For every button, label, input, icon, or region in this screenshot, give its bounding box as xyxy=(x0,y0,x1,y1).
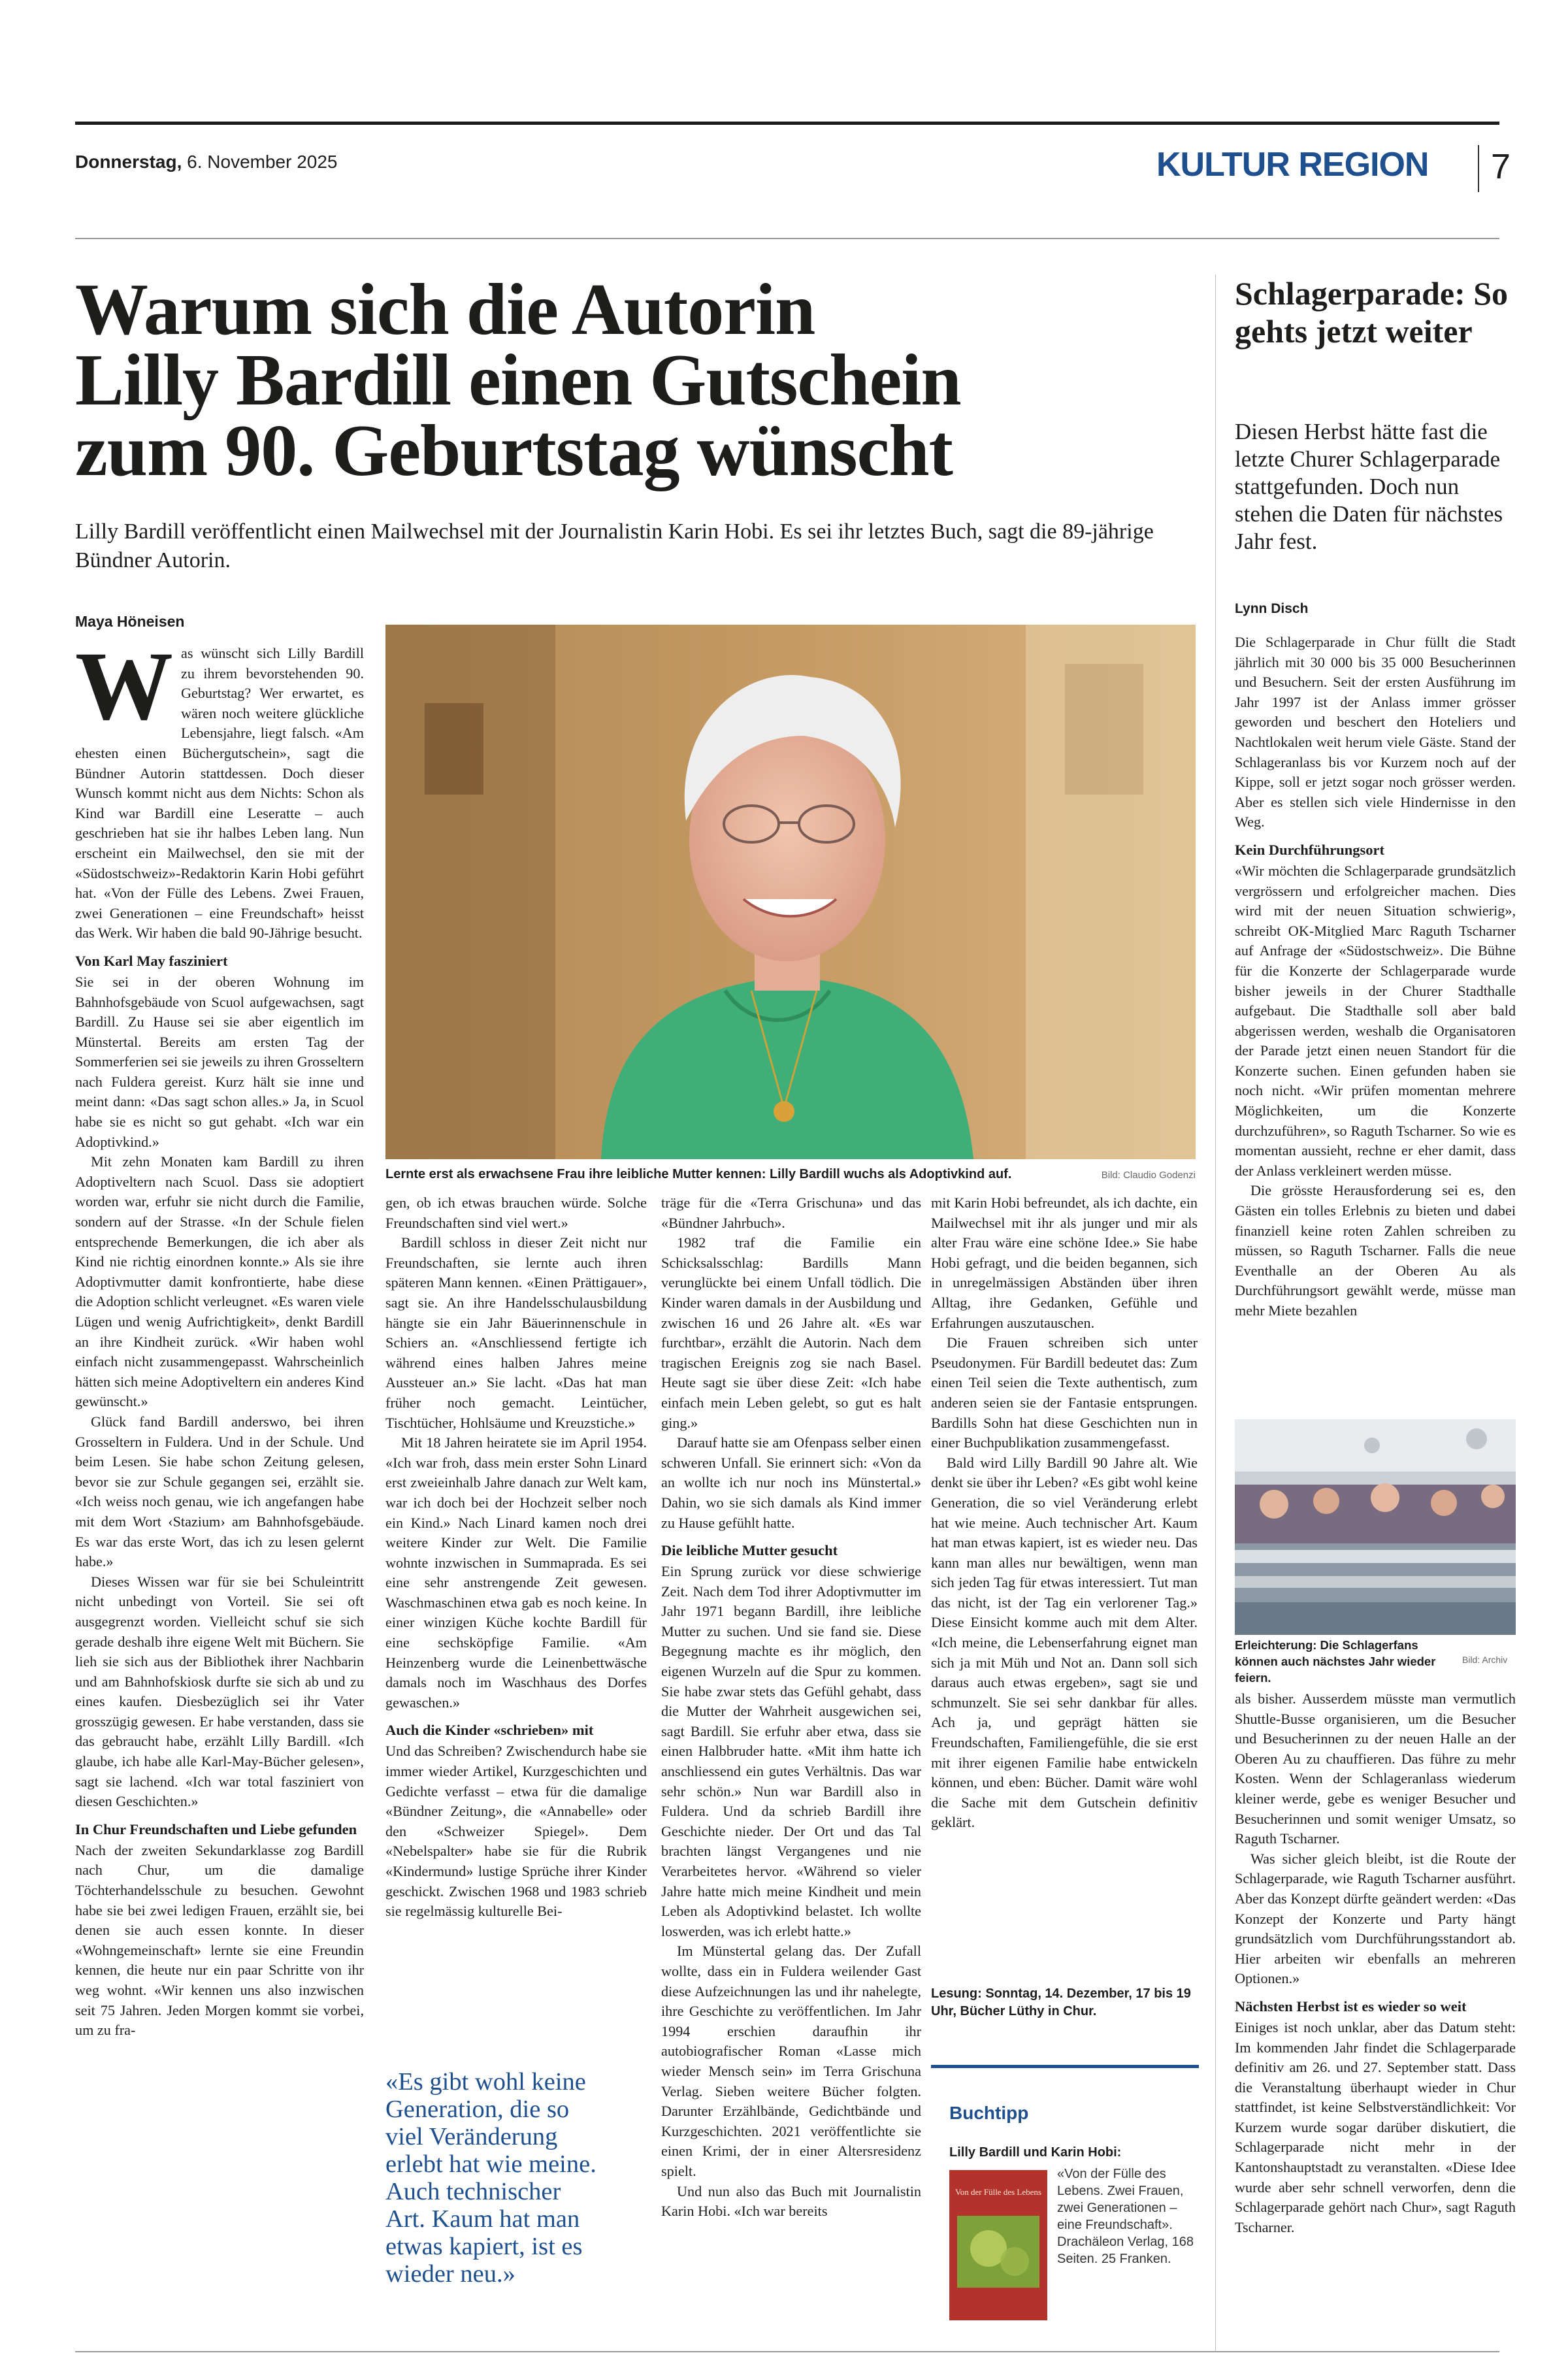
paragraph: Mit zehn Monaten kam Bardill zu ihren Adoptiveltern nach Scuol. Dass sie adoptiert worden war, erfuhr sie nicht durch die Familie, sondern auf der Strasse. «In der Schule fielen entsprechende Bemerkungen, die ich aber als Kind nie richtig einordnen konnte.» Als sie ihre Adoptivmutter damit konfrontierte, habe diese die Adoption schlicht verleugnet. «Es waren viele Lügen und wenig Aufrichtigkeit», denkt Bardill an ihre Kindheit zurück. «Wir haben wohl einfach nicht zusammengepasst. Wahrscheinlich hätten sich meine Adoptiveltern ein anderes Kind gewünscht.» xyxy=(75,1153,364,1410)
schlagerparade-photo xyxy=(1235,1419,1516,1635)
header-divider xyxy=(1478,145,1479,192)
paragraph: Glück fand Bardill anderswo, bei ihren Grosseltern in Fuldera. Und in der Schule. Und beim Lesen. Sie habe schon Zeitung gelesen, bevor sie zur Schule gegangen sei, erzählt sie. «Ich weiss noch genau, wie ich angefangen habe mit dem Wort ‹Stazium› am Bahnhofsgebäude. Es war das erste Wort, das ich zu lesen gelernt habe.» xyxy=(75,1413,364,1570)
sidebar-byline: Lynn Disch xyxy=(1235,601,1309,616)
paragraph: Nach der zweiten Sekundarklasse zog Bardill nach Chur, um die damalige Töchterhandelsschule zu besuchen. Gewohnt habe sie bei zwei ledigen Frauen, erzählt sie, bei denen sie auch essen konnte. In dieser «Wohngemeinschaft» lernte sie eine Freundin kennen, die heute nur ein paar Schritte von ihr weg wohnt. «Wir kennen uns also inzwischen seit 75 Jahren. Jeden Morgen kommt sie vorbei, um zu fra- xyxy=(75,1841,364,2039)
paragraph: Darauf hatte sie am Ofenpass selber einen schweren Unfall. Sie erinnert sich: «Von da an wollte ich nur noch ins Münstertal.» Dahin, wo sie sich damals als Kind immer zu Hause gefühlt hatte. xyxy=(661,1434,921,1531)
book-authors: Lilly Bardill und Karin Hobi: xyxy=(949,2145,1122,2160)
sidebar-headline: Schlagerparade: So gehts jetzt weiter xyxy=(1235,275,1509,350)
booktip-label: Buchtipp xyxy=(949,2103,1029,2123)
sidebar-photo-credit: Bild: Archiv xyxy=(1462,1654,1508,1665)
subhead-mutter: Die leibliche Mutter gesucht xyxy=(661,1542,838,1559)
sidebar-divider xyxy=(1215,274,1216,2352)
paragraph-text: as wünscht sich Lilly Bardill zu ihrem bevorstehenden 90. Geburtstag? Wer erwartet, es wären noch weitere glückliche Lebensjahre, liegt falsch. «Am ehesten einen Büchergutschein», sagt die Bündner Autorin stattdessen. Doch dieser Wunsch kommt nicht aus dem Nichts: Schon als Kind war Bardill eine Leseratte – auch geschrieben hat sie ihr halbes Leben lang. Nun erscheint ein Mailwechsel, den sie mit der «Südostschweiz»-Redaktorin Karin Hobi geführt hat. «Von der Fülle des Lebens. Zwei Frauen, zwei Generationen – eine Freundschaft» heisst das Werk. Wir haben die bald 90-Jährige besucht. xyxy=(75,645,364,942)
schlagerparade-image xyxy=(1235,1419,1516,1635)
article-intro-paragraph xyxy=(75,632,364,944)
sidebar-photo-caption: Erleichterung: Die Schlagerfans können auch nächstes Jahr wieder feiern. xyxy=(1235,1638,1436,1685)
section-title: KULTUR REGION xyxy=(1156,146,1429,184)
paragraph: Dieses Wissen war für sie bei Schuleintritt nicht unbedingt von Vorteil. Sie sei oft ausgegrenzt worden. Vielleicht schuf sie sich gerade deshalb ihre eigene Welt mit Büchern. Sie lieh sie sich aus der Bibliothek ihrer Nachbarin und am Bahnhofskiosk durfte sie sich ab und zu eines kaufen. Diesbezüglich sei ihr Vater grosszügig gewesen. Er habe verstanden, dass sie das gebraucht habe, erzählt Lilly Bardill. «Ich glaube, ich habe alle Karl-May-Bücher gelesen», sagt sie lachend. «Ich war total fasziniert von diesen Geschichten.» xyxy=(75,1573,364,1810)
portrait-image xyxy=(385,625,1196,1159)
subhead-kinder: Auch die Kinder «schrieben» mit xyxy=(385,1722,594,1739)
paragraph: Die Schlagerparade in Chur füllt die Stadt jährlich mit 30 000 bis 35 000 Besucherinnen und Besuchern. Seit der ersten Ausführung im Jahr 1997 ist der Anlass immer grösser geworden und beschert den Hoteliers und Nachtlokalen weit herum viele Gäste. Stand der Schlageranlass bis vor Kurzem noch auf der Kippe, soll er jetzt sogar noch grösser werden. Aber es stellen sich viele Hindernisse in den Weg. xyxy=(1235,634,1516,831)
paragraph: Die grösste Herausforderung sei es, den Gästen ein tolles Erlebnis zu bieten und dabei finanziell keine roten Zahlen schreiben zu müssen, so Raguth Tscharner. Falls die neue Eventhalle an der Oberen Au als Durchführungsort gewählt werde, müsse man mehr Miete bezahlen xyxy=(1235,1182,1516,1319)
article-column-4 xyxy=(931,1193,1198,1833)
sidebar-lead: Diesen Herbst hätte fast die letzte Churer Schlagerparade stattgefunden. Doch nun stehen die Daten für nächstes Jahr fest. xyxy=(1235,419,1503,554)
top-rule xyxy=(75,122,1499,125)
booktip-rule xyxy=(931,2065,1199,2068)
paragraph: Und nun also das Buch mit Journalistin Karin Hobi. «Ich war bereits xyxy=(661,2182,921,2220)
paragraph: mit Karin Hobi befreundet, als ich dachte, ein Mailwechsel mit ihr als junger und mir als alter Frau wäre eine schöne Idee.» Sie habe Hobi gefragt, und die beiden begannen, sich in unregelmässigen Abständen über ihren Alltag, ihre Gedanken, Gefühle und Erfahrungen auszutauschen. xyxy=(931,1194,1198,1331)
paragraph: träge für die «Terra Grischuna» und das «Bündner Jahrbuch». xyxy=(661,1194,921,1231)
sidebar-column-2 xyxy=(1235,1689,1516,2237)
article-headline xyxy=(75,269,1186,491)
issue-weekday: Donnerstag, xyxy=(75,152,182,172)
article-byline: Maya Höneisen xyxy=(75,613,185,630)
paragraph: Ein Sprung zurück vor diese schwierige Zeit. Nach dem Tod ihrer Adoptivmutter im Jahr 1971 begann Bardill, ihre leibliche Mutter zu suchen. Und sie fand sie. Diese Begegnung machte es ihr möglich, den eigenen Wurzeln auf die Spur zu kommen. Sie habe zwar stets das Gefühl gehabt, dass die Mutter der Wahrheit ausgewichen sei, sagt Bardill. Sie erfuhr aber etwa, dass sie einen Halbbruder hatte. «Mit ihm hatte ich anschliessend ein gutes Verhältnis. Das war sehr schön.» Nun war Bardill also in Fuldera. Und da schrieb Bardill ihre Geschichte nieder. Der Ort und das Tal brachten längst Vergangenes und nie Verarbeitetes hervor. «Während so vieler Jahre hatte mich meine Kindheit und mein Leben als Adoptivkind belastet. Ich wollte loswerden, was ich erlebt hatte.» xyxy=(661,1563,921,1939)
subhead-naechster-herbst: Nächsten Herbst ist es wieder so weit xyxy=(1235,1998,1467,2015)
paragraph: Bald wird Lilly Bardill 90 Jahre alt. Wie denkt sie über ihr Leben? «Es gibt wohl keine Generation, die so viel Veränderung erlebt hat wie meine. Auch technischer Art. Kaum hat man etwas kapiert, ist es wieder neu. Das kann man alles nur bewältigen, wenn man sich jeden Tag für etwas interessiert. Tut man das nicht, ist der Tag ein verlorener Tag.» Diese Einsicht komme auch mit dem Alter. «Ich meine, die Lebenserfahrung eignet man sich ja mit Müh und Not an. Dann soll sich daraus auch etwas ergeben», sagt sie und schmunzelt. Sie sei sehr dankbar für alles. Ach ja, und geprägt hätten sie Freundschaften, Familiengefühle, die sie erst mit ihrer eigenen Familie habe entwickeln können, und eben: Bücher. Damit wäre wohl die Sache mit dem Gutschein definitiv geklärt. xyxy=(931,1454,1198,1831)
book-cover xyxy=(949,2170,1047,2320)
portrait-photo xyxy=(385,625,1196,1159)
paragraph: Die Frauen schreiben sich unter Pseudonymen. Für Bardill bedeutet das: Zum einen Teil seien die Texte authentisch, zum anderen seien sie der Fantasie entsprungen. Bardills Sohn hat diese Geschichten nun in einer Buchpublikation zusammengefasst. xyxy=(931,1334,1198,1451)
book-cover-image xyxy=(949,2170,1047,2320)
article-column-2 xyxy=(385,1193,647,1922)
photo-caption: Lernte erst als erwachsene Frau ihre leibliche Mutter kennen: Lilly Bardill wuchs als Adoptivkind auf. xyxy=(385,1167,1012,1181)
header-bottom-rule xyxy=(75,238,1499,239)
headline-line-1: Warum sich die Autorin xyxy=(75,269,815,350)
issue-date xyxy=(75,152,338,173)
headline-line-3: zum 90. Geburtstag wünscht xyxy=(75,410,953,491)
book-description: «Von der Fülle des Lebens. Zwei Frauen, zwei Generationen – eine Freundschaft». Drachäleon Verlag, 168 Seiten. 25 Franken. xyxy=(1057,2167,1194,2266)
sidebar-column-1 xyxy=(1235,633,1516,1321)
book-cover-title: Von der Fülle des Lebens xyxy=(955,2187,1041,2197)
subhead-chur: In Chur Freundschaften und Liebe gefunden xyxy=(75,1820,357,1837)
paragraph: Bardill schloss in dieser Zeit nicht nur Freundschaften, sie lernte auch ihren späteren Mann kennen. «Einen Prättigauer», sagt sie. An ihre Handelsschulausbildung hängte sie ein Jahr Bäuerinnenschule in Schiers an. «Anschliessend fertigte ich während eines halben Jahres meine Aussteuer an.» Sie lacht. «Das hat man früher noch gemacht. Leintücher, Tischtücher, Hohlsäume und Kreuzstiche.» xyxy=(385,1234,647,1431)
article-column-1 xyxy=(75,632,364,2041)
bottom-rule xyxy=(75,2351,1499,2352)
paragraph: Und das Schreiben? Zwischendurch habe sie immer wieder Artikel, Kurzgeschichten und Gedichte verfasst – etwa für die damalige «Bündner Zeitung», die «Annabelle» oder den «Schweizer Spiegel». Dem «Nebelspalter» habe sie für die Rubrik «Kindermund» lustige Sprüche ihrer Kinder geschickt. Zwischen 1968 und 1983 schrieb sie regelmässig kulturelle Bei- xyxy=(385,1743,647,1920)
paragraph: Mit 18 Jahren heiratete sie im April 1954. «Ich war froh, dass mein erster Sohn Linard erst zweieinhalb Jahre danach zur Welt kam, war ich doch bei der Hochzeit selber noch ein Kind.» Nach Linard kamen noch drei weitere Kinder zur Welt. Die Familie wohnte inzwischen in Summaprada. Es sei eine sehr anstrengende Zeit gewesen. Waschmaschinen etwa gab es noch keine. In einer winzigen Küche kochte Bardill für eine sechsköpfige Familie. «Am Heinzenberg wurde die Leinenbettwäsche damals noch im Waschhaus des Dorfes gewaschen.» xyxy=(385,1434,647,1711)
subhead-karl-may: Von Karl May fasziniert xyxy=(75,952,228,969)
paragraph: Im Münstertal gelang das. Der Zufall wollte, dass ein in Fuldera weilender Gast diese Aufzeichnungen las und ihr nahelegte, ihre Geschichte zu veröffentlichen. Im Jahr 1994 erschien daraufhin ihr autobiografischer Roman «Lasse mich wieder Mensch sein» im Terra Grischuna Verlag. Sieben weitere Bücher folgten. Darunter Erzählbände, Gedichtbände und Kurzgeschichten. 2021 veröffentlichte sie einen Krimi, der in einer Altersresidenz spielt. xyxy=(661,1943,921,2179)
paragraph: «Wir möchten die Schlagerparade grundsätzlich vergrössern und erfolgreicher machen. Dies wird mit der neuen Situation schwierig», schreibt OK-Mitglied Marc Raguth Tscharner auf Anfrage der «Südostschweiz». Die Bühne für die Konzerte der Schlagerparade wurde bisher jeweils in der Churer Stadthalle aufgebaut. Die Stadthalle soll aber bald abgerissen werden, weshalb die Organisatoren der Parade jetzt einen neuen Standort für die Konzerte suchen. Einen gefunden haben sie noch nicht. «Wir prüfen momentan mehrere Möglichkeiten, um die Konzerte durchzuführen», so Raguth Tscharner. So wie es momentan aussieht, rechne er eher damit, dass der Anlass verkleinert werden müsse. xyxy=(1235,862,1516,1179)
paragraph: Was sicher gleich bleibt, ist die Route der Schlagerparade, wie Raguth Tscharner ausführt. Aber das Konzept dürfte geändert werden: «Das Konzept der Konzerte und Party hängt grundsätzlich vom Durchführungsstandort ab. Hier arbeiten wir ebenfalls an mehreren Optionen.» xyxy=(1235,1850,1516,1987)
photo-credit: Bild: Claudio Godenzi xyxy=(1101,1170,1196,1181)
paragraph: 1982 traf die Familie ein Schicksalsschlag: Bardills Mann verunglückte bei einem Unfall tödlich. Die Kinder waren damals in der Ausbildung und zwischen 16 und 26 Jahre alt. «Es war furchtbar», erzählt die Autorin. Nach dem tragischen Ereignis zog sie nach Basel. Heute sagt sie über diese Zeit: «Ich habe einfach mein Leben gelebt, so gut es halt ging.» xyxy=(661,1234,921,1431)
paragraph: als bisher. Ausserdem müsste man vermutlich Shuttle-Busse organisieren, um die Besucher und Besucherinnen zu der neuen Halle an der Oberen Au zu chauffieren. Das führe zu mehr Kosten. Wenn der Schlageranlass wiederum kleiner werde, gebe es weniger Besucher und Besucherinnen und somit weniger Umsatz, so Raguth Tscharner. xyxy=(1235,1690,1516,1847)
paragraph: Sie sei in der oberen Wohnung im Bahnhofsgebäude von Scuol aufgewachsen, sagt Bardill. Zu Hause sei sie aber eigentlich im Münstertal. Bereits am ersten Tag der Sommerferien sei sie jeweils zu ihren Grosseltern nach Fuldera gereist. Kurz hält sie inne und meint dann: «Das sagt schon alles.» Ja, in Scuol habe sie es nicht so gut gehabt. «Ich war ein Adoptivkind.» xyxy=(75,973,364,1150)
article-column-3 xyxy=(661,1193,921,2222)
drop-cap: W xyxy=(75,632,173,740)
paragraph: gen, ob ich etwas brauchen würde. Solche Freundschaften sind viel wert.» xyxy=(385,1194,647,1231)
headline-line-2: Lilly Bardill einen Gutschein xyxy=(75,340,961,421)
pull-quote: «Es gibt wohl keine Generation, die so viel Veränderung erlebt hat wie meine. Auch technischer Art. Kaum hat man etwas kapiert, ist es wieder neu.» xyxy=(385,2068,596,2288)
subhead-durchfuehrungsort: Kein Durchführungsort xyxy=(1235,841,1384,858)
paragraph: Einiges ist noch unklar, aber das Datum steht: Im kommenden Jahr findet die Schlagerparade definitiv am 26. und 27. September statt. Dass die Veranstaltung überhaupt wieder in Chur stattfindet, ist keine Selbstverständlichkeit: Vor Kurzem wurde sogar darüber diskutiert, die Schlagerparade nicht mehr in der Kantonshauptstadt zu veranstalten. «Diese Idee wurde aber sehr schnell verworfen, denn die Schlagerparade gehört nach Chur», sagt Raguth Tscharner. xyxy=(1235,2018,1516,2235)
issue-date-value: 6. November 2025 xyxy=(187,152,338,172)
reading-info: Lesung: Sonntag, 14. Dezember, 17 bis 19 Uhr, Bücher Lüthy in Chur. xyxy=(931,1986,1191,2018)
page-number: 7 xyxy=(1491,147,1511,186)
article-lead: Lilly Bardill veröffentlicht einen Mailwechsel mit der Journalistin Karin Hobi. Es sei ihr letztes Buch, sagt die 89-jährige Bündner Autorin. xyxy=(75,519,1154,572)
